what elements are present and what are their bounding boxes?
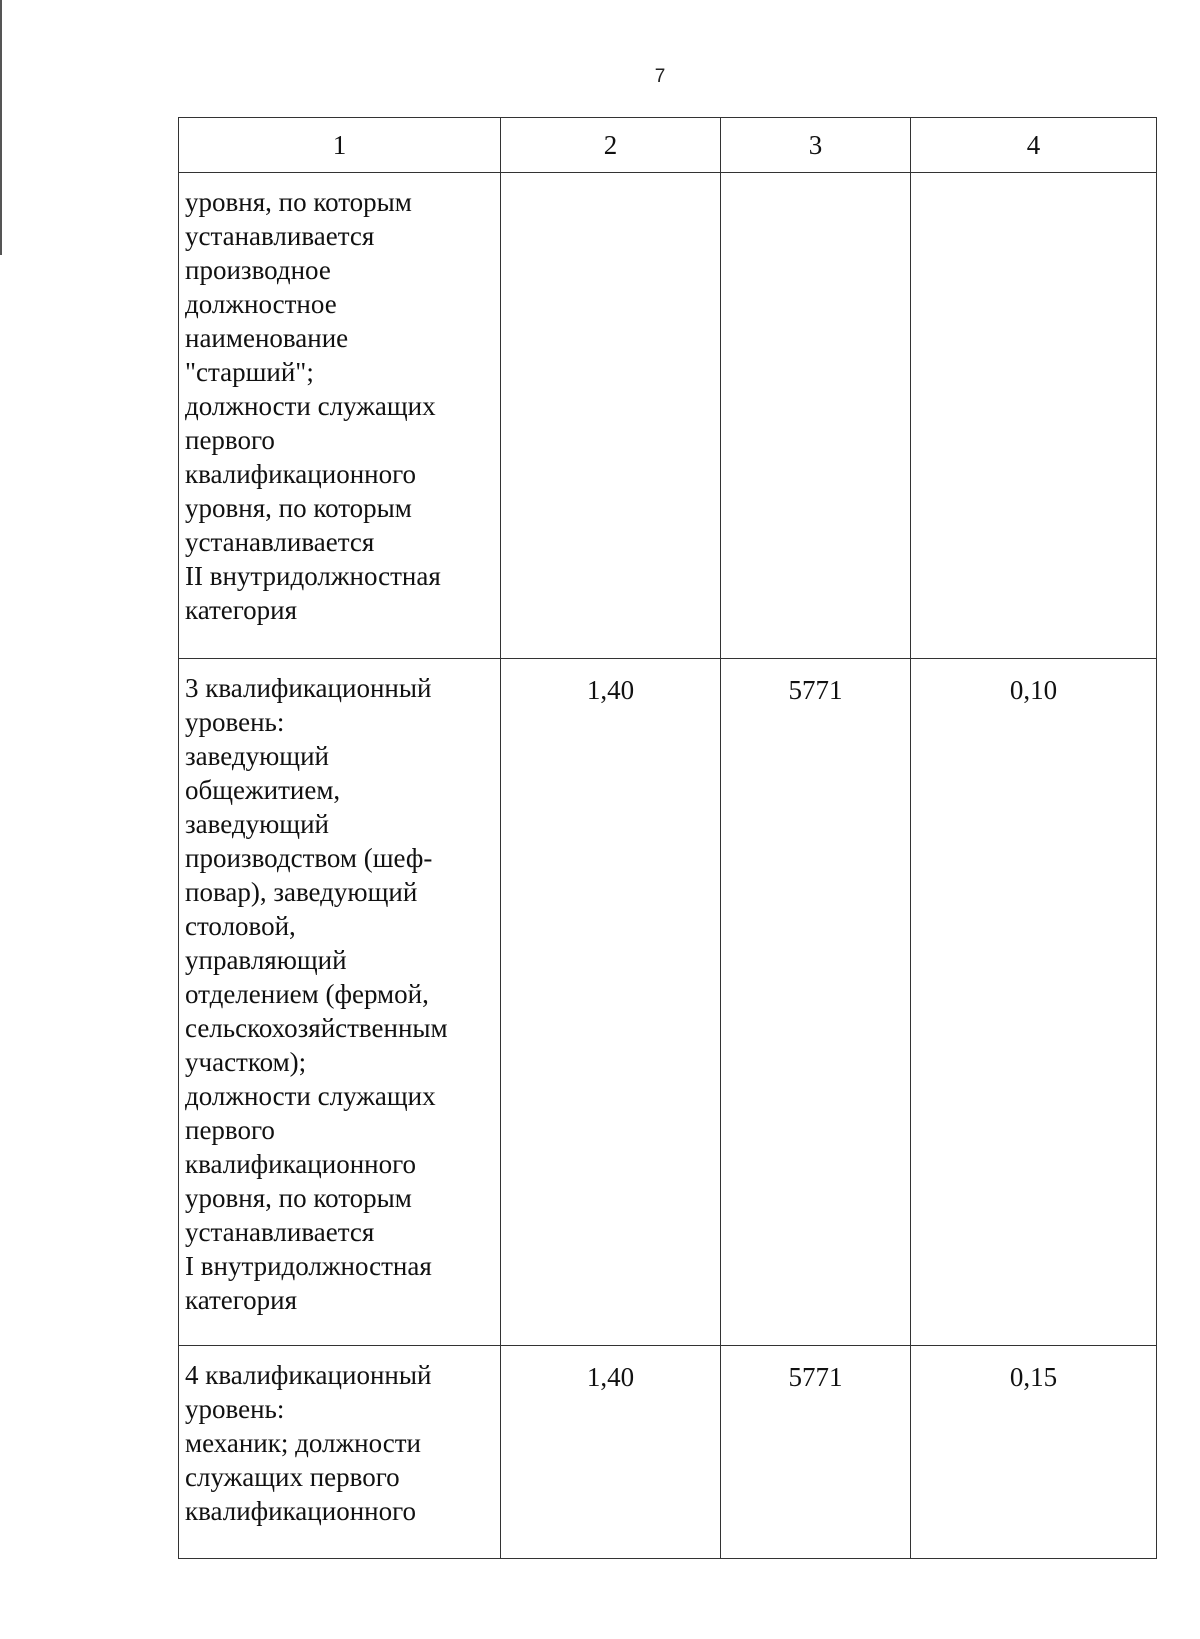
table-row bbox=[179, 1346, 1157, 1559]
increase-coefficient-cell: 0,15 bbox=[911, 1346, 1157, 1559]
scan-edge-shadow bbox=[0, 0, 2, 255]
base-salary-cell: 5771 bbox=[721, 1346, 911, 1559]
column-header-4: 4 bbox=[911, 118, 1157, 173]
table-header-row bbox=[179, 118, 1157, 173]
column-header-3: 3 bbox=[721, 118, 911, 173]
coefficient-cell bbox=[501, 173, 721, 659]
qualification-description-cell: 4 квалификационный уровень: механик; должности служащих первого квалификационного bbox=[179, 1346, 501, 1559]
table-row bbox=[179, 173, 1157, 659]
qualification-description-cell: уровня, по которым устанавливается производное должностное наименование "старший"; должности служащих первого квалификационного уровня, по которым устанавливается II внутридолжностная категория bbox=[179, 173, 501, 659]
coefficient-cell: 1,40 bbox=[501, 659, 721, 1346]
page-number: 7 bbox=[654, 66, 666, 87]
increase-coefficient-cell: 0,10 bbox=[911, 659, 1157, 1346]
column-header-2: 2 bbox=[501, 118, 721, 173]
qualification-description-cell: 3 квалификационный уровень: заведующий общежитием, заведующий производством (шеф- повар), заведующий столовой, управляющий отделением (фермой, сельскохозяйственным участком); должности служащих первого квалификационного уровня, по которым устанавливается I внутридолжностная категория bbox=[179, 659, 501, 1346]
column-header-1: 1 bbox=[179, 118, 501, 173]
increase-coefficient-cell bbox=[911, 173, 1157, 659]
base-salary-cell: 5771 bbox=[721, 659, 911, 1346]
table-row bbox=[179, 659, 1157, 1346]
base-salary-cell bbox=[721, 173, 911, 659]
salary-table bbox=[178, 117, 1157, 1559]
coefficient-cell: 1,40 bbox=[501, 1346, 721, 1559]
